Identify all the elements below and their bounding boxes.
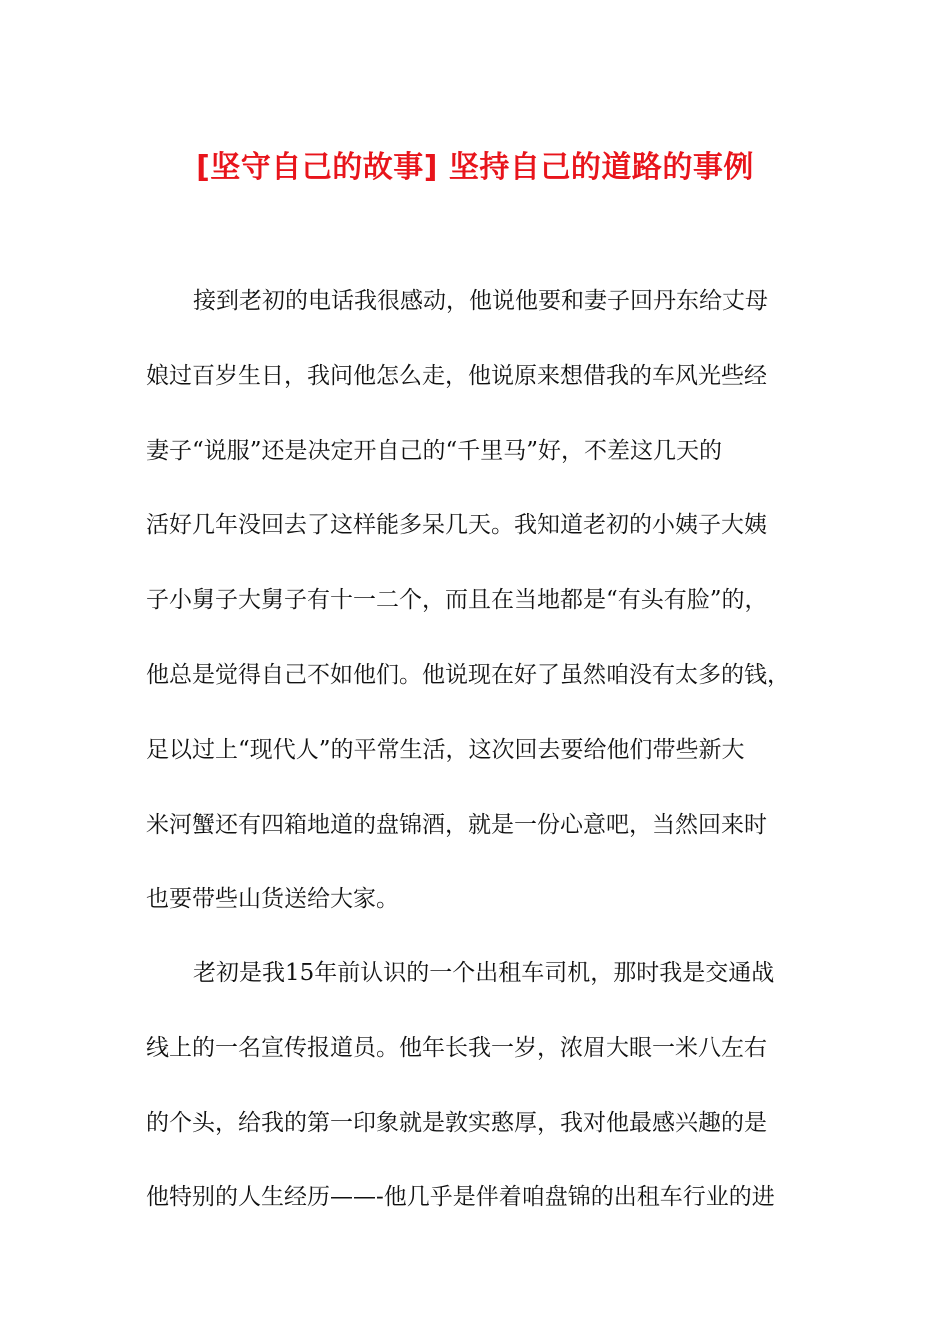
paragraph-line: 也要带些山货送给大家。 <box>146 886 399 912</box>
paragraph-line: 线上的一名宣传报道员。他年长我一岁，浓眉大眼一米八左右 <box>146 1035 767 1061</box>
paragraph-line: 足以过上“现代人”的平常生活，这次回去要给他们带些新大 <box>146 737 745 763</box>
paragraph-line: 的个头，给我的第一印象就是敦实憨厚，我对他最感兴趣的是 <box>146 1110 767 1136</box>
paragraph-line: 妻子“说服”还是决定开自己的“千里马”好，不差这几天的 <box>146 438 723 464</box>
paragraph-line: 老初是我15年前认识的一个出租车司机，那时我是交通战 <box>193 960 775 986</box>
document-title: [坚守自己的故事] 坚持自己的道路的事例 <box>196 150 754 185</box>
paragraph-line: 接到老初的电话我很感动，他说他要和妻子回丹东给丈母 <box>193 288 768 314</box>
paragraph-line: 他特别的人生经历——-他几乎是伴着咱盘锦的出租车行业的进 <box>146 1184 775 1210</box>
paragraph-line: 他总是觉得自己不如他们。他说现在好了虽然咱没有太多的钱， <box>146 662 790 688</box>
paragraph-line: 子小舅子大舅子有十一二个，而且在当地都是“有头有脸”的， <box>146 587 768 613</box>
paragraph-line: 娘过百岁生日，我问他怎么走，他说原来想借我的车风光些经 <box>146 363 767 389</box>
paragraph-line: 活好几年没回去了这样能多呆几天。我知道老初的小姨子大姨 <box>146 512 767 538</box>
paragraph-line: 米河蟹还有四箱地道的盘锦酒，就是一份心意吧，当然回来时 <box>146 812 767 838</box>
